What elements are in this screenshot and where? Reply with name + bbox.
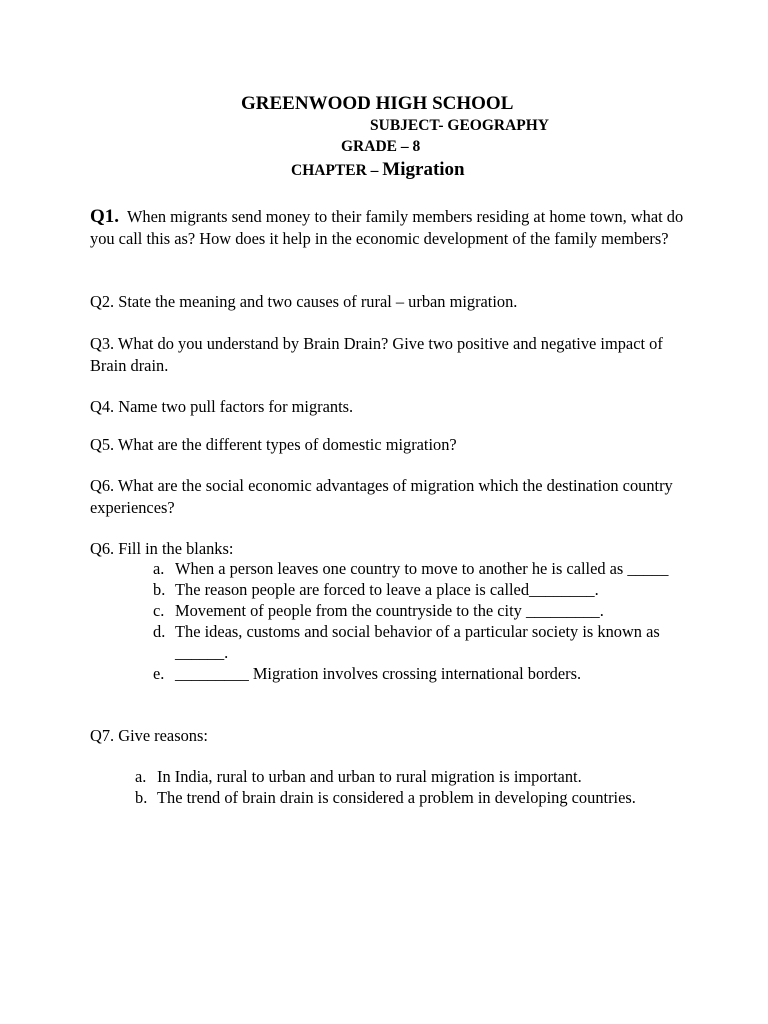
list-item-text: The trend of brain drain is considered a problem in developing countries. <box>157 788 636 807</box>
list-marker: b. <box>135 788 148 807</box>
question-3: Q3. What do you understand by Brain Drain? Give two positive and negative impact of Brain drain. <box>90 334 663 375</box>
question-1-text: When migrants send money to their family members residing at home town, what do you call this as? How does it help in the economic development of the family members? <box>90 207 684 248</box>
question-6: Q6. What are the social economic advantages of migration which the destination country experiences? <box>90 476 673 517</box>
question-7: Q7. Give reasons: <box>90 726 208 745</box>
question-1-label: Q1. <box>90 206 120 227</box>
list-item-text: Movement of people from the countryside to the city _________. <box>175 601 604 620</box>
list-item-text: The ideas, customs and social behavior of a particular society is known as ______. <box>175 622 660 662</box>
list-item-text: In India, rural to urban and urban to rural migration is important. <box>157 767 582 786</box>
chapter-line <box>291 159 465 181</box>
list-marker: d. <box>153 622 166 641</box>
list-item <box>153 663 683 684</box>
list-marker: a. <box>153 559 165 578</box>
question-6-fill-blanks: Q6. Fill in the blanks: <box>90 539 234 558</box>
fill-blanks-list <box>153 558 683 684</box>
grade-line: GRADE – 8 <box>341 138 421 155</box>
question-1 <box>90 206 690 249</box>
list-marker: a. <box>135 767 147 786</box>
list-marker: e. <box>153 664 165 683</box>
question-2: Q2. State the meaning and two causes of rural – urban migration. <box>90 292 518 311</box>
list-item-text: _________ Migration involves crossing international borders. <box>175 664 582 683</box>
list-item <box>153 579 683 600</box>
question-4: Q4. Name two pull factors for migrants. <box>90 397 354 416</box>
chapter-name: Migration <box>382 159 465 180</box>
list-item <box>135 787 695 808</box>
subject-line: SUBJECT- GEOGRAPHY <box>370 117 549 134</box>
school-name: GREENWOOD HIGH SCHOOL <box>241 93 514 114</box>
list-item <box>135 766 695 787</box>
list-item-text: The reason people are forced to leave a place is called________. <box>175 580 599 599</box>
list-item <box>153 558 683 579</box>
list-marker: c. <box>153 601 165 620</box>
list-item <box>153 600 683 621</box>
reasons-list <box>135 766 695 808</box>
list-item-text: When a person leaves one country to move to another he is called as _____ <box>175 559 669 578</box>
list-marker: b. <box>153 580 166 599</box>
question-5: Q5. What are the different types of domestic migration? <box>90 435 457 454</box>
chapter-prefix: CHAPTER – <box>291 162 383 179</box>
list-item <box>153 621 683 663</box>
